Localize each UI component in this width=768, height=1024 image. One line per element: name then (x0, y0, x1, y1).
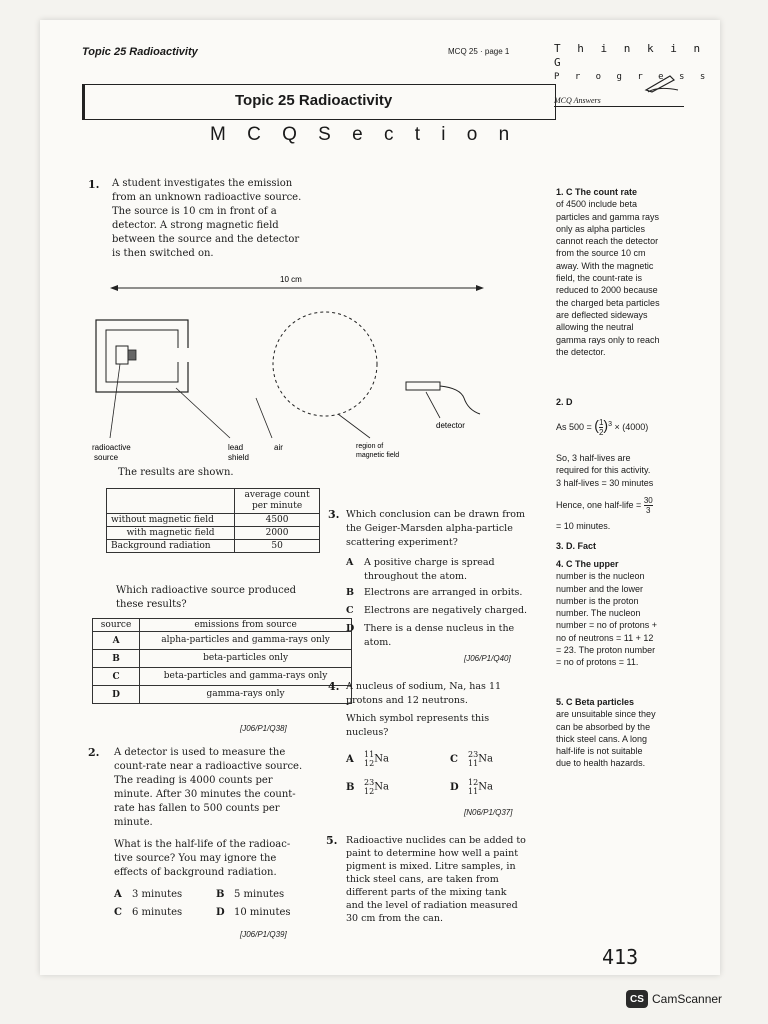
source-table: source emissions from source A alpha-particles and gamma-rays only B beta-particles only C beta-particles and gamma-rays only D gamma-rays only (92, 618, 352, 704)
arrow-right-icon (476, 285, 484, 291)
answer-2-equation: As 500 = ( $\frac{1}{2}$ )$^3$ × (4000) (556, 416, 649, 437)
q3-option-c[interactable]: C Electrons are negatively charged. (346, 605, 528, 616)
answer-2-lines: So, 3 half-lives are required for this activity. 3 half-lives = 30 minutes (556, 453, 654, 488)
q1-line: detector. A strong magnetic field (112, 220, 279, 231)
q1-text (112, 177, 352, 261)
table-row: with magnetic field 2000 (107, 527, 320, 540)
lead-shield-outer (96, 320, 188, 392)
table-row: without magnetic field 4500 (107, 514, 320, 527)
q1-line: is then switched on. (112, 248, 214, 259)
source-block (116, 346, 128, 364)
answer-4: 4. C The upper number is the nucleon number and the lower number is the proton number. The nucleon number = no of protons + no of neutrons = 11 + 12 = 23. The proton number = no of protons = 11. (556, 559, 658, 668)
q2-number: 2. (88, 746, 100, 759)
distance-label: 10 cm (280, 275, 302, 284)
answer-2-end: = 10 minutes. (556, 521, 611, 531)
detector-cable (440, 386, 480, 414)
detector-label: detector (436, 421, 465, 430)
q1-line: from an unknown radioactive source. (112, 192, 302, 203)
brand-logo (554, 42, 720, 84)
source-icon (128, 350, 136, 360)
page-number: 413 (602, 945, 639, 969)
q4-option-b[interactable]: B 23 12 Na (346, 778, 389, 796)
results-label: The results are shown. (118, 467, 234, 478)
q2-option-d[interactable]: D 10 minutes (216, 907, 291, 918)
q4-option-c[interactable]: C 23 11 Na (450, 750, 493, 768)
q1-line: between the source and the detector (112, 234, 300, 245)
q4-ref: [N06/P1/Q37] (464, 808, 513, 817)
q4-option-a[interactable]: A 11 12 Na (346, 750, 389, 768)
q5-text: Radioactive nuclides can be added to paint to determine how well a paint pigment is mixed. Litre samples, in thick steel cans, are taken from different parts of the mixing tank and the level of radiation measured 30 cm from the can. (346, 835, 526, 924)
q4-text: A nucleus of sodium, Na, has 11 protons and 12 neutrons. (346, 681, 502, 706)
q2-ref: [J06/P1/Q39] (240, 930, 287, 939)
q4-prompt: Which symbol represents this nucleus? (346, 713, 490, 738)
answer-3: 3. D. Fact (556, 541, 597, 551)
q3-number: 3. (328, 508, 340, 521)
magnetic-region (273, 312, 377, 416)
brand-line-1: T h i n k i n G (554, 42, 706, 69)
table-row: A alpha-particles and gamma-rays only (93, 632, 352, 650)
q1-prompt: Which radioactive source produced these results? (116, 585, 297, 610)
q2-option-b[interactable]: B 5 minutes (216, 889, 285, 900)
source-label-1: radioactive (92, 443, 131, 452)
source-label-2: source (94, 453, 119, 462)
q2-option-a[interactable]: A 3 minutes (114, 889, 183, 900)
title-box (82, 84, 556, 120)
q2-option-c[interactable]: C 6 minutes (114, 907, 183, 918)
experiment-diagram (80, 268, 500, 468)
detector-icon (406, 382, 440, 390)
field-label-2: magnetic field (356, 452, 400, 459)
answer-2-hence: Hence, one half-life = $\frac{30}{3}$ (556, 496, 653, 515)
pen-icon (644, 72, 680, 94)
mcq-answers-label: MCQ Answers (554, 96, 684, 107)
answer-2-head: 2. D (556, 397, 573, 407)
q1-line: A student investigates the emission (112, 178, 293, 189)
brand-line-2: P r o g r e s s (554, 72, 711, 82)
q3-option-a[interactable]: A A positive charge is spread throughout the atom. (346, 557, 495, 582)
arrow-left-icon (110, 285, 118, 291)
shield-label-1: lead (228, 443, 244, 452)
table-row: C beta-particles and gamma-rays only (93, 668, 352, 686)
running-header: Topic 25 Radioactivity (82, 46, 198, 58)
shield-label-2: shield (228, 453, 249, 462)
q2-prompt: What is the half-life of the radioac- tive source? You may ignore the effects of background radiation. (114, 839, 291, 878)
results-table (106, 488, 320, 553)
answer-5: 5. C Beta particles are unsuitable since they can be absorbed by the thick steel cans. A long half-life is not suitable due to health hazards. (556, 697, 656, 769)
air-label: air (274, 443, 283, 452)
q3-ref: [J06/P1/Q40] (464, 654, 511, 663)
page-title: Topic 25 Radioactivity (235, 92, 393, 109)
q3-option-d[interactable]: D There is a dense nucleus in the atom. (346, 623, 515, 648)
q4-option-d[interactable]: D 12 11 Na (450, 778, 493, 796)
q1-line: The source is 10 cm in front of a (112, 206, 277, 217)
count-header: average count per minute (235, 489, 320, 514)
lead-shield-inner (106, 330, 178, 382)
q2-text: A detector is used to measure the count-rate near a radioactive source. The reading is 4000 counts per minute. After 30 minutes the count- rate has fallen to 500 counts per minute. (114, 747, 303, 828)
table-row: Background radiation 50 (107, 540, 320, 553)
q5-number: 5. (326, 834, 338, 847)
camscanner-logo-icon: CS (626, 990, 648, 1008)
table-row: B beta-particles only (93, 650, 352, 668)
answer-1: 1. C The count rate of 4500 include beta particles and gamma rays only as alpha particles cannot reach the detector from the source 10 cm away. With the magnetic field, the count-rate is reduced to 2000 because the charged beta particles are deflected sideways allowing the neutral gamma rays only to reach the detector. (556, 187, 660, 357)
camscanner-watermark (626, 990, 722, 1008)
section-heading: M C Q S e c t i o n (210, 124, 518, 145)
q4-number: 4. (328, 680, 340, 693)
camscanner-label: CamScanner (652, 992, 723, 1006)
document-page (40, 20, 720, 975)
field-label-1: region of (356, 443, 384, 450)
q3-option-b[interactable]: B Electrons are arranged in orbits. (346, 587, 523, 598)
q3-text: Which conclusion can be drawn from the Geiger-Marsden alpha-particle scattering experiment? (346, 509, 525, 548)
page-ref-header: MCQ 25 · page 1 (448, 47, 510, 56)
q1-ref: [J06/P1/Q38] (240, 724, 287, 733)
table-row: D gamma-rays only (93, 686, 352, 704)
q1-number: 1. (88, 178, 100, 191)
